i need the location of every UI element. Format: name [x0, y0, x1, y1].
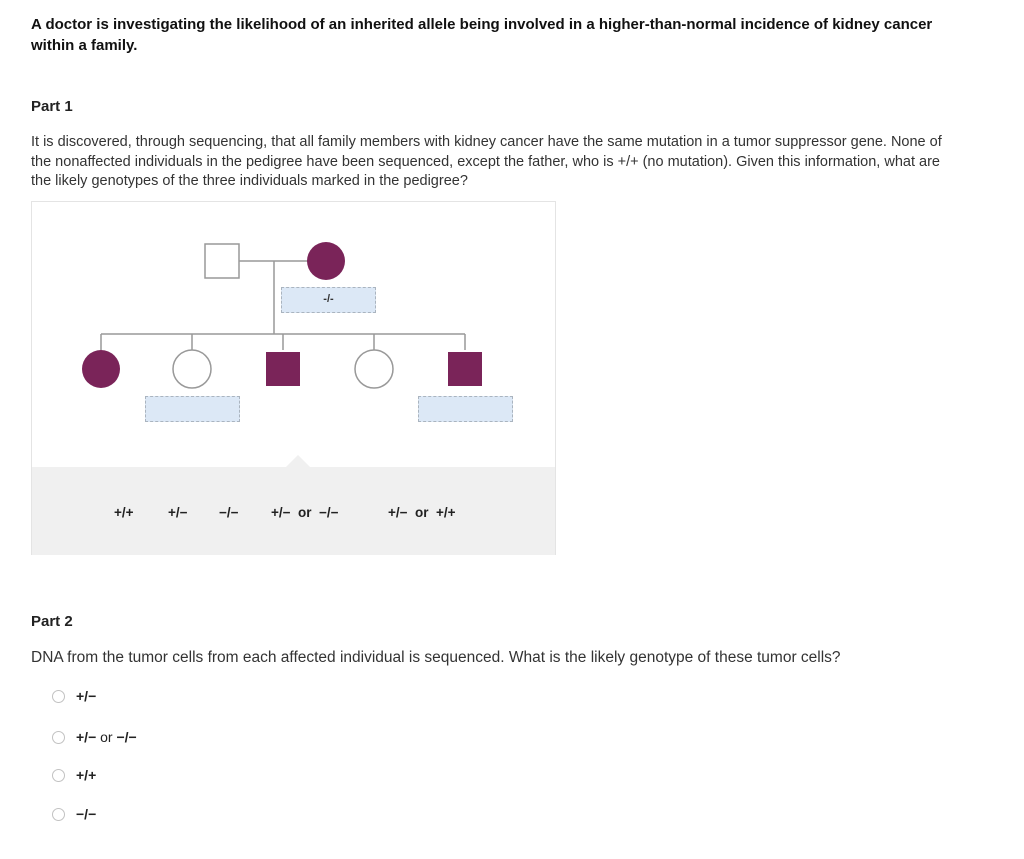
child-5-affected-male [448, 352, 482, 386]
answer-chip-homozygous-mutant[interactable]: −/− [219, 505, 239, 520]
child-2-unaffected-female [173, 350, 211, 388]
option-3[interactable] [52, 767, 96, 783]
option-3-label: +/+ [76, 767, 97, 783]
option-4-label: −/− [76, 806, 97, 822]
child-4-unaffected-female [355, 350, 393, 388]
option-2[interactable] [52, 729, 137, 745]
child-3-affected-male [266, 352, 300, 386]
pedigree-diagram [32, 202, 557, 467]
answer-chip-het-or-normal[interactable]: +/− or +/+ [388, 505, 456, 520]
radio-button[interactable] [52, 769, 65, 782]
child-1-affected-female [82, 350, 120, 388]
radio-button[interactable] [52, 731, 65, 744]
radio-button[interactable] [52, 808, 65, 821]
part-1-title: Part 1 [31, 98, 73, 115]
answer-chip-het-or-mutant[interactable]: +/− or −/− [271, 505, 339, 520]
option-2-or: or [96, 729, 117, 745]
father-unaffected-male [205, 244, 239, 278]
option-4[interactable] [52, 806, 96, 822]
answer-bank-pointer [286, 455, 310, 467]
answer-chip-heterozygous[interactable]: +/− [168, 505, 188, 520]
drop-zone-child-5[interactable] [418, 396, 513, 422]
part-2-prompt: DNA from the tumor cells from each affected individual is sequenced. What is the likely genotype of these tumor cells? [31, 649, 841, 666]
option-2-label-b: −/− [116, 729, 137, 745]
answer-chip-homozygous-normal[interactable]: +/+ [114, 505, 134, 520]
drop-zone-mother[interactable]: -/- [281, 287, 376, 313]
radio-button[interactable] [52, 690, 65, 703]
drop-zone-child-2[interactable] [145, 396, 240, 422]
part-1-prompt: It is discovered, through sequencing, that all family members with kidney cancer have the same mutation in a tumor suppressor gene. None of the nonaffected individuals in the pedigree have been sequenced, except the father, who is +/+ (no mutation). Given this information, what are the likely genotypes of the three individuals marked in the pedigree? [31, 134, 942, 189]
option-2-label-a: +/− [76, 729, 97, 745]
mother-affected-female [307, 242, 345, 280]
part-2-title: Part 2 [31, 613, 73, 630]
option-1-label: +/− [76, 688, 97, 704]
question-text: A doctor is investigating the likelihood of an inherited allele being involved in a higher-than-normal incidence of kidney cancer within a family. [31, 16, 933, 54]
option-1[interactable] [52, 688, 96, 704]
pedigree-panel [31, 201, 556, 555]
